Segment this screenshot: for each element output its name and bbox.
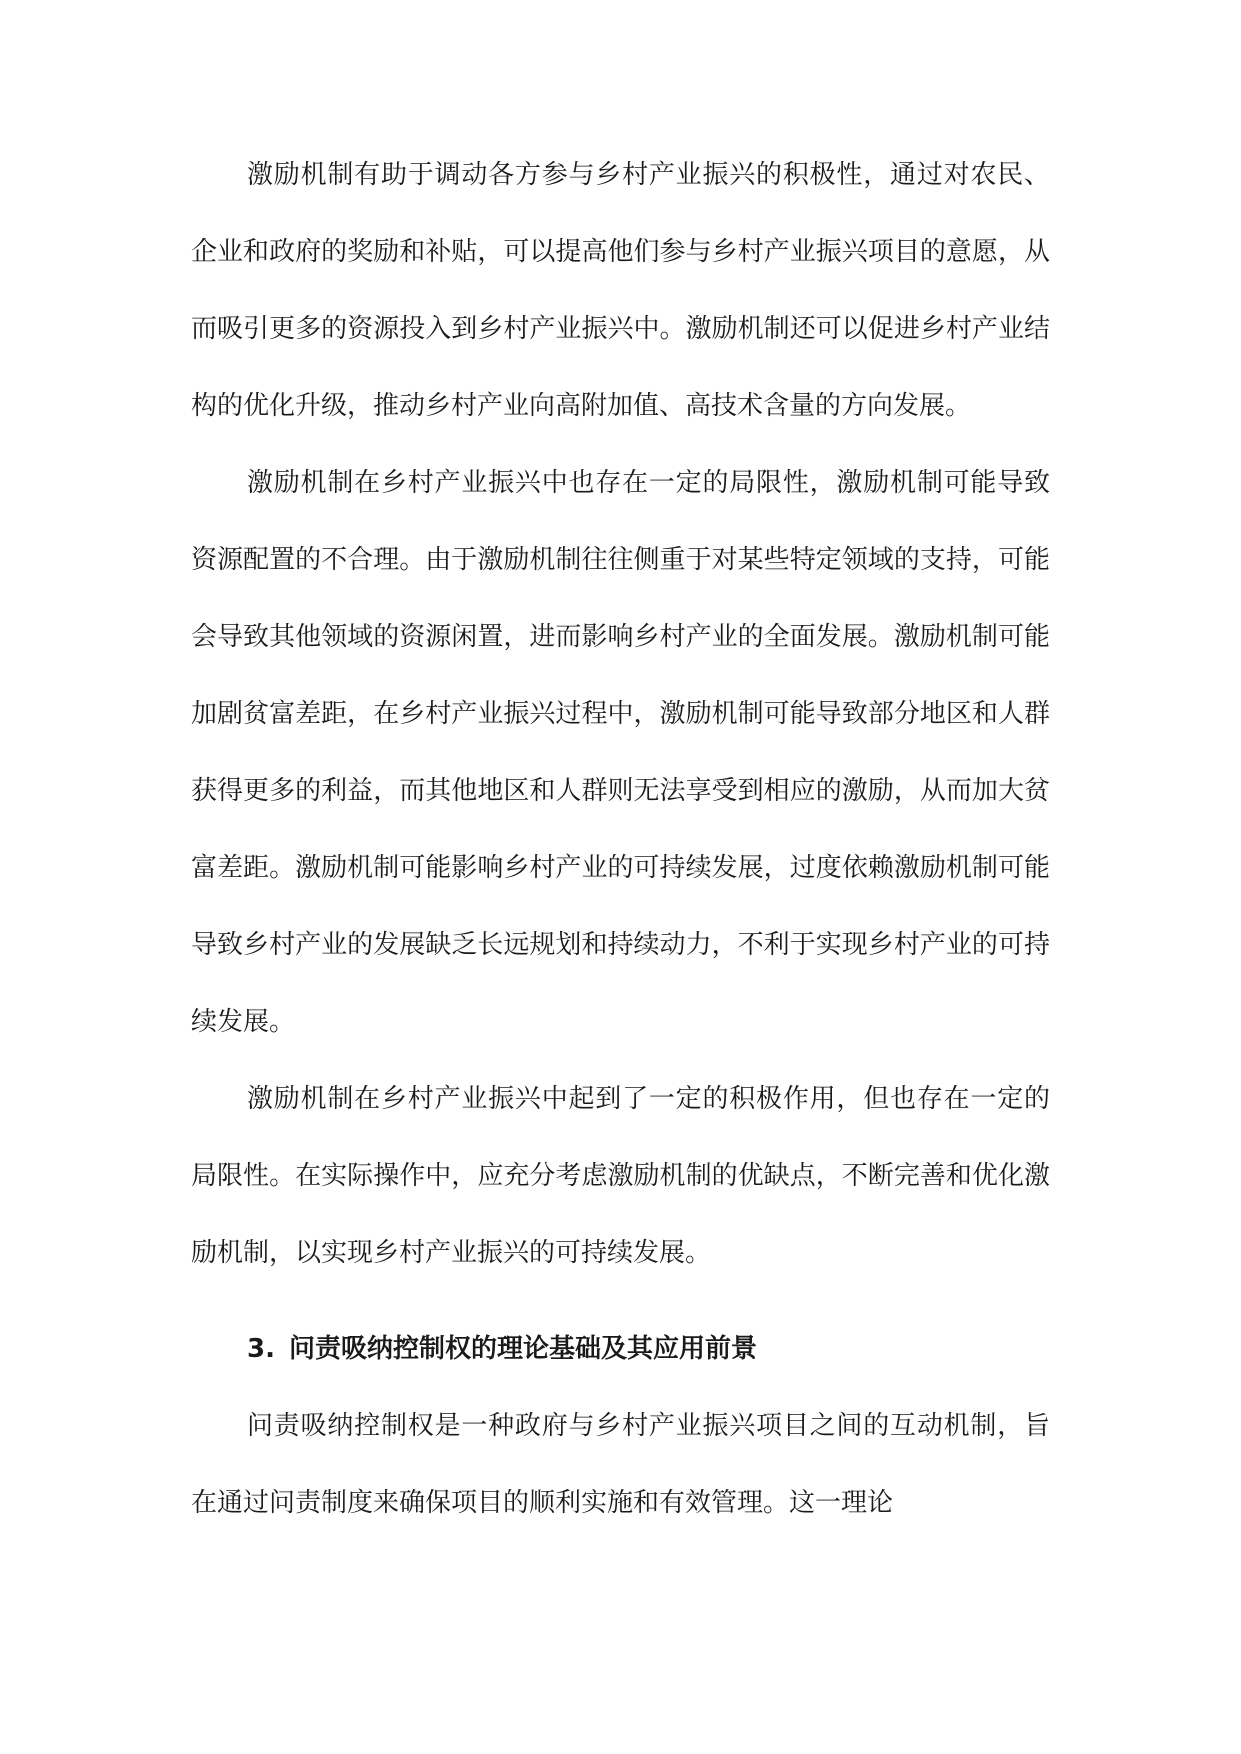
document-body	[191, 137, 1050, 1542]
paragraph-incentive-summary: 激励机制在乡村产业振兴中起到了一定的积极作用，但也存在一定的局限性。在实际操作中，应充分考虑激励机制的优缺点，不断完善和优化激励机制，以实现乡村产业振兴的可持续发展。	[191, 1084, 1050, 1268]
paragraph-incentive-limitations: 激励机制在乡村产业振兴中也存在一定的局限性，激励机制可能导致资源配置的不合理。由于激励机制往往侧重于对某些特定领域的支持，可能会导致其他领域的资源闲置，进而影响乡村产业的全面发展。激励机制可能加剧贫富差距，在乡村产业振兴过程中，激励机制可能导致部分地区和人群获得更多的利益，而其他地区和人群则无法享受到相应的激励，从而加大贫富差距。激励机制可能影响乡村产业的可持续发展，过度依赖激励机制可能导致乡村产业的发展缺乏长远规划和持续动力，不利于实现乡村产业的可持续发展。	[191, 468, 1050, 1037]
section-title: 问责吸纳控制权的理论基础及其应用前景	[288, 1334, 757, 1364]
paragraph-accountability-intro: 问责吸纳控制权是一种政府与乡村产业振兴项目之间的互动机制，旨在通过问责制度来确保项目的顺利实施和有效管理。这一理论	[191, 1411, 1050, 1518]
paragraph-incentive-benefits: 激励机制有助于调动各方参与乡村产业振兴的积极性，通过对农民、企业和政府的奖励和补贴，可以提高他们参与乡村产业振兴项目的意愿，从而吸引更多的资源投入到乡村产业振兴中。激励机制还可以促进乡村产业结构的优化升级，推动乡村产业向高附加值、高技术含量的方向发展。	[191, 160, 1050, 421]
section-number: 3.	[247, 1334, 275, 1364]
section-heading	[191, 1311, 1050, 1388]
